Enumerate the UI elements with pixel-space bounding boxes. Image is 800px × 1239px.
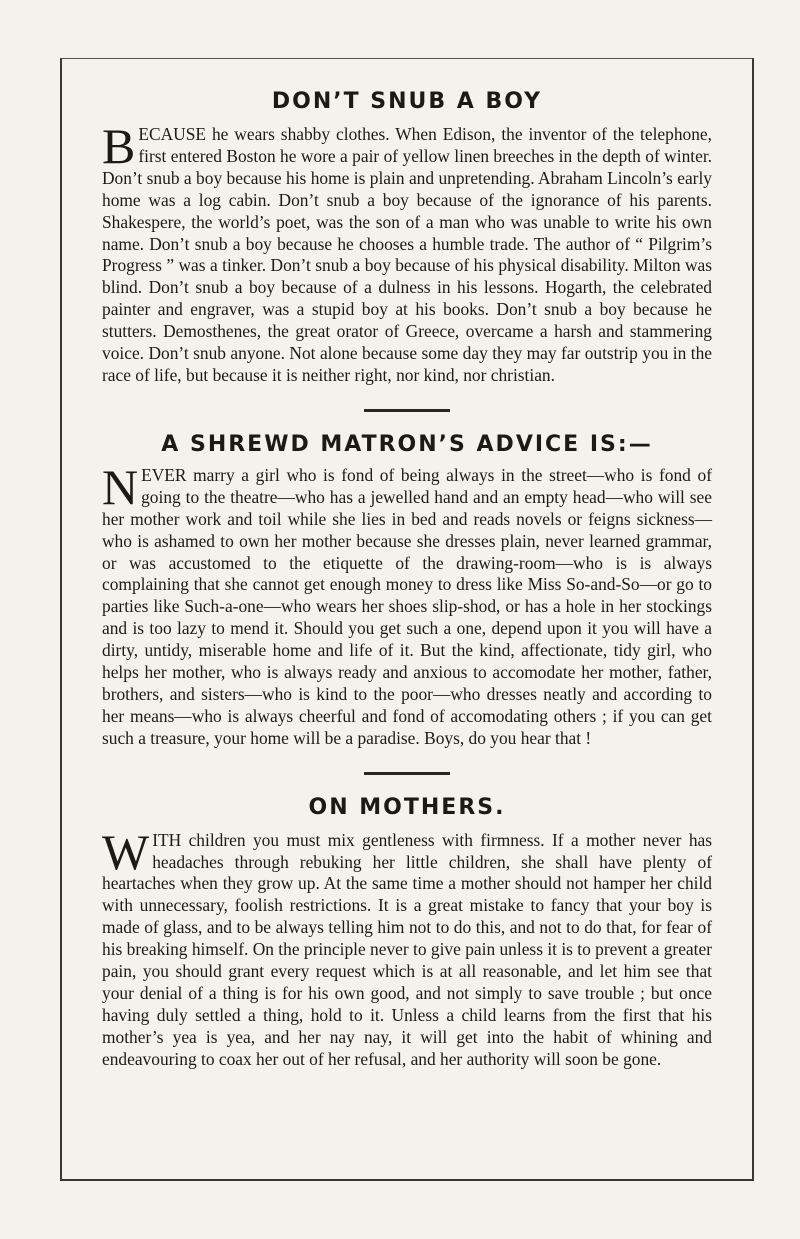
section-on-mothers bbox=[102, 795, 712, 1071]
page-content bbox=[102, 89, 712, 1071]
section-title: A SHREWD MATRON’S ADVICE IS:— bbox=[161, 431, 653, 457]
section-body bbox=[102, 823, 712, 1071]
section-title: DON’T SNUB A BOY bbox=[271, 89, 543, 114]
section-dont-snub-a-boy bbox=[102, 89, 712, 387]
section-body bbox=[102, 458, 712, 750]
drop-cap: W bbox=[102, 823, 150, 880]
body-text: ITH children you must mix gentleness with firmness. If a mother never has headaches through rebuking her little children, she shall have plenty of heartaches when they grow up. At the same time a mother should not hamper her child with unnecessary, foolish restrictions. It is a great mistake to fancy that your boy is made of glass, and to be always telling him not to do this, and not to do that, for fear of his breaking himself. On the principle never to give pain unless it is to prevent a greater pain, you should grant every request which is at all reasonable, and let him see that your denial of a thing is for his own good, and not simply to save trouble ; but once having duly settled a thing, hold to it. Unless a child learns from the first that his mother’s yea is yea, and her nay nay, it will get into the habit of whining and endeavouring to coax her out of her refusal, and her authority will soon be gone. bbox=[102, 829, 712, 1069]
section-divider bbox=[364, 409, 450, 412]
page-frame bbox=[60, 58, 754, 1181]
drop-cap: B bbox=[102, 118, 136, 174]
section-body bbox=[102, 118, 712, 387]
section-shrewd-matron bbox=[102, 432, 712, 750]
drop-cap: N bbox=[102, 458, 139, 515]
section-divider bbox=[364, 772, 450, 775]
section-title: ON MOTHERS. bbox=[308, 794, 506, 820]
body-text: EVER marry a girl who is fond of being always in the street—who is fond of going to the theatre—who has a jewelled hand and an empty head—who will see her mother work and toil while she lies in bed and reads novels or feigns sickness—who is ashamed to own her mother because she dresses plain, never learned grammar, or was accustomed to the etiquette of the drawing-room—who is is always complaining that she cannot get enough money to dress like Miss So-and-So—or go to parties like Such-a-one—who wears her shoes slip-shod, or has a hole in her stockings and is too lazy to mend it. Should you get such a one, depend upon it you will have a dirty, untidy, miserable home and life of it. But the kind, affectionate, tidy girl, who helps her mother, who is always ready and anxious to accomodate her mother, father, brothers, and sisters—who is kind to the poor—who dresses neatly and according to her means—who is always cheerful and fond of accomodating others ; if you can get such a treasure, your home will be a paradise. Boys, do you hear that ! bbox=[102, 464, 712, 748]
body-text: ECAUSE he wears shabby clothes. When Edison, the inventor of the telephone, first entered Boston he wore a pair of yellow linen breeches in the depth of winter. Don’t snub a boy because his home is plain and unpretending. Abraham Lincoln’s early home was a log cabin. Don’t snub a boy because of the ignorance of his parents. Shakespere, the world’s poet, was the son of a man who was unable to write his own name. Don’t snub a boy because he chooses a humble trade. The author of “ Pilgrim’s Progress ” was a tinker. Don’t snub a boy because of his physical disability. Milton was blind. Don’t snub a boy because of a dulness in his lessons. Hogarth, the celebrated painter and engraver, was a stupid boy at his books. Don’t snub a boy because he stutters. Demosthenes, the great orator of Greece, overcame a harsh and stammering voice. Don’t snub anyone. Not alone because some day they may far outstrip you in the race of life, but because it is neither right, nor kind, nor christian. bbox=[102, 124, 712, 385]
